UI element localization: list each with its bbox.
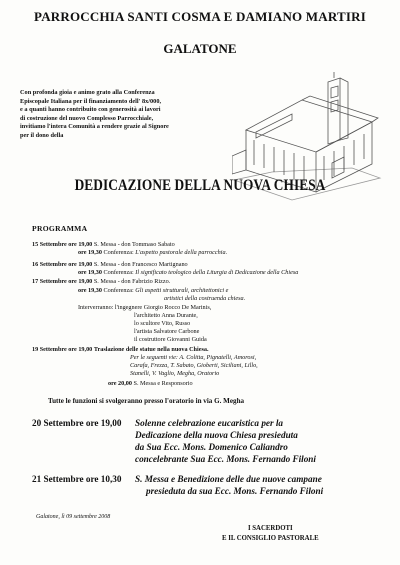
event-desc-line: presieduta da sua Ecc. Mons. Fernando Filoni (146, 486, 324, 496)
intro-line: Con profonda gioia e animo grato alla Conferenza (20, 89, 155, 96)
program-row: Stanelli, V. Vaglio, Megha, Oratorio (130, 370, 220, 377)
parish-title: PARROCCHIA SANTI COSMA E DAMIANO MARTIRI (34, 9, 366, 24)
intro-line: di costruzione del nuovo Complesso Parrocchiale, (20, 114, 154, 122)
program-row: ore 19,30 Conferenza: Il significato teologico della Liturgia di Dedicazione della Chiesa (78, 269, 299, 276)
event-desc-line: da Sua Ecc. Mons. Domenico Caliandro (135, 442, 288, 452)
program-row: Interverranno: l'ingegnere Giorgio Rocco De Marinis, (78, 304, 212, 311)
program-row: l'architetto Anna Durante, (134, 312, 198, 319)
intro-line: Episcopale Italiana per il finanziamento dell' 8x/000, (20, 97, 162, 105)
venue-notice: Tutte le funzioni si svolgeranno presso l'oratorio in via G. Megha (48, 397, 245, 405)
event-desc-line: Solenne celebrazione eucaristica per la (135, 418, 284, 428)
program-row: 19 Settembre ore 19,00 Traslazione delle statue nella nuova Chiesa. (32, 346, 209, 353)
event-date: 20 Settembre ore 19,00 (32, 418, 122, 428)
intro-line: per il dono della (20, 131, 64, 139)
program-row: l'artista Salvatore Carbone (134, 328, 200, 335)
dedication-heading: DEDICAZIONE DELLA NUOVA CHIESA (74, 177, 326, 194)
signature (222, 524, 319, 543)
program-row: ore 20,00 S. Messa e Responsorio (108, 380, 193, 387)
event-date: 21 Settembre ore 10,30 (32, 474, 122, 484)
program-row: artistici della costruenda chiesa. (164, 295, 246, 302)
date-place: Galatone, lì 09 settembre 2008 (36, 514, 111, 520)
event-desc-line: Dedicazione della nuova Chiesa presieduta (135, 430, 298, 440)
signature-line: E IL CONSIGLIO PASTORALE (222, 534, 319, 542)
town-title: GALATONE (163, 41, 237, 56)
event-desc-line: concelebrante Sua Ecc. Mons. Fernando Filoni (135, 454, 316, 464)
program-row: ore 19,30 Conferenza: Gli aspetti strutturali, architettonici e (78, 287, 229, 294)
program-row: 15 Settembre ore 19,00 S. Messa - don Tommaso Sabato (32, 241, 175, 248)
intro-text (20, 89, 240, 141)
program-row: ore 19,30 Conferenza: L'aspetto pastorale della parrocchia. (78, 249, 228, 256)
programma-heading: PROGRAMMA (32, 224, 88, 233)
signature-line: I SACERDOTI (247, 525, 293, 532)
program-row: Carafa, Frezza, T. Sabato, Gioberti, Siciliani, Lillo, (130, 362, 258, 369)
program-row: Per le seguenti vie: A. Colitta, Pignatelli, Amorosi, (130, 354, 257, 361)
program-row: 17 Settembre ore 19,00 S. Messa - don Fabrizio Rizzo. (32, 278, 171, 285)
event-desc-line: S. Messa e Benedizione delle due nuove campane (135, 474, 322, 484)
program-row: lo scultore Vito, Russo (134, 320, 191, 327)
intro-line: e a quanti hanno contribuito con generosità ai lavori (20, 106, 161, 114)
program-row: 16 Settembre ore 19,00 S. Messa - don Francesco Martignano (32, 261, 188, 268)
program-row: il costruttore Giovanni Guida (134, 336, 207, 343)
intro-line: invitiamo l'intera Comunità a rendere grazie al Signore (20, 123, 169, 131)
